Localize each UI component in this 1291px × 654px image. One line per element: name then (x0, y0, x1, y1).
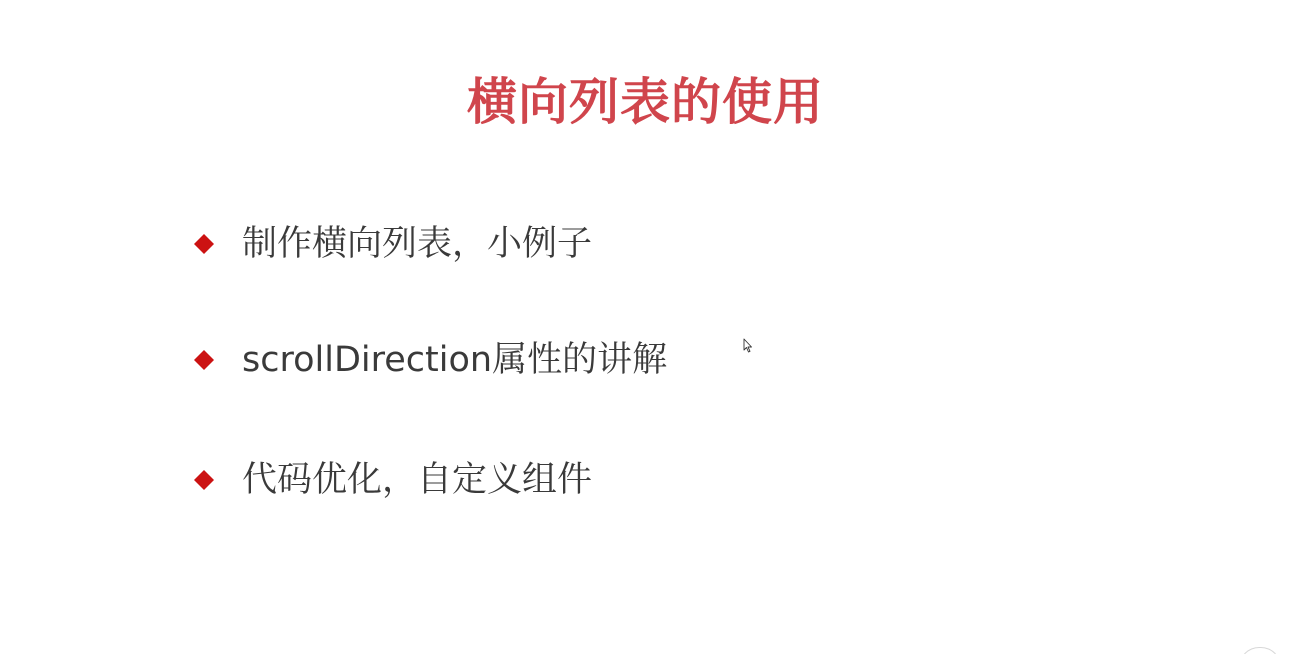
diamond-bullet-icon (194, 350, 214, 370)
bullet-text: 代码优化，自定义组件 (242, 460, 593, 500)
bullet-item (190, 456, 592, 504)
bullet-item (190, 336, 667, 384)
diamond-bullet-icon (194, 470, 214, 490)
corner-control[interactable] (1239, 647, 1281, 654)
mouse-pointer-icon (743, 338, 753, 354)
slide-title: 横向列表的使用 (467, 73, 824, 131)
diamond-bullet-icon (194, 234, 214, 254)
bullet-text: 制作横向列表，小例子 (242, 224, 593, 264)
bullet-text: scrollDirection属性的讲解 (242, 340, 668, 380)
bullet-item (190, 220, 592, 268)
